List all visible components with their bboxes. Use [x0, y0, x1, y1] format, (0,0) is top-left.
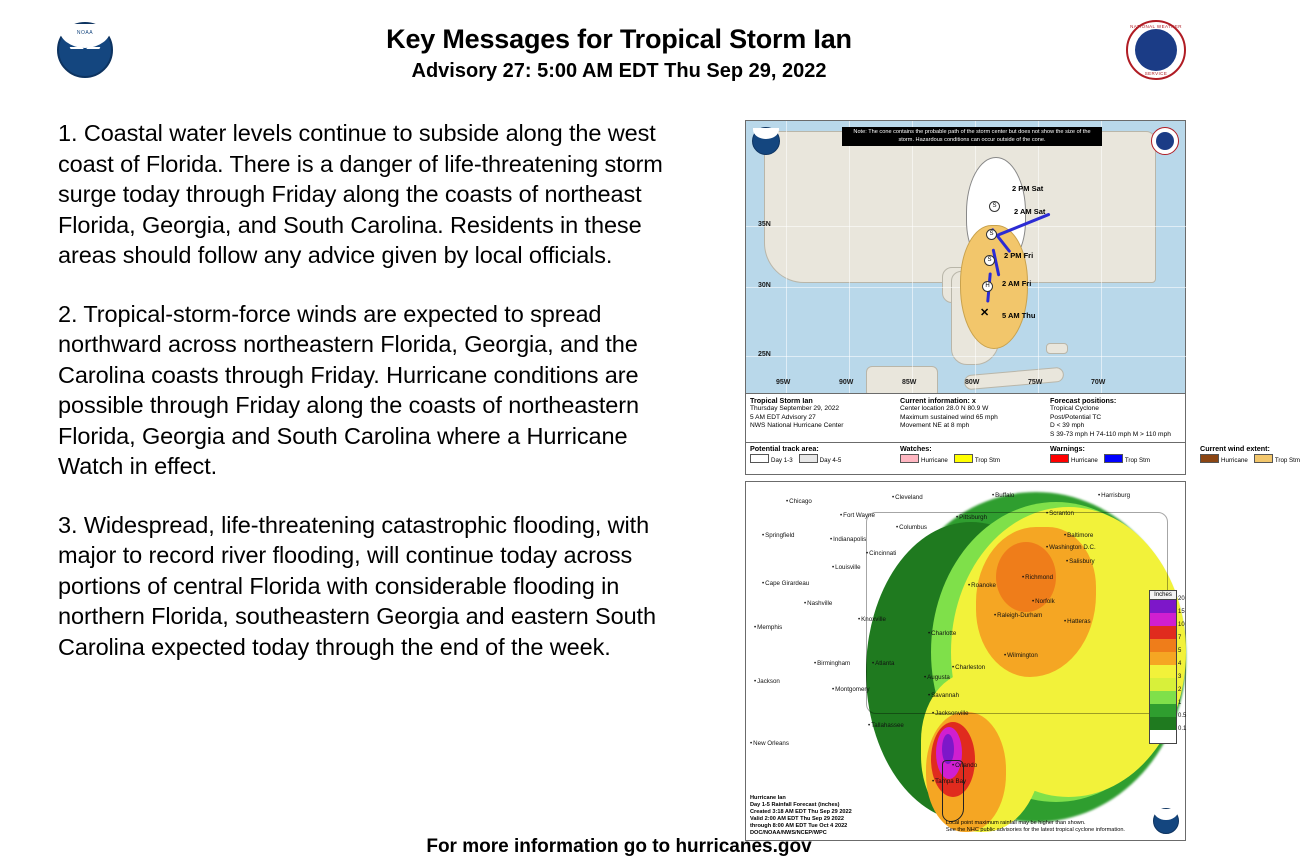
rainfall-caption-line-4: Valid 2:00 AM EDT Thu Sep 29 2022 — [750, 816, 844, 822]
forecast-point-2am-sat: S — [986, 229, 997, 240]
lat-label-25n: 25N — [758, 351, 771, 358]
forecast-legend-tropical-cyclone: Tropical Cyclone — [1050, 405, 1099, 413]
key-message-2: 2. Tropical-storm-force winds are expected to spread northward across northeastern Florida, Georgia, and the Carolina coasts through Friday. Hurricane conditions are possible through Friday along the coasts of northeastern Florida, Georgia and South Carolina where a Hurricane Watch in effect. — [58, 300, 639, 479]
page-subtitle: Advisory 27: 5:00 AM EDT Thu Sep 29, 2022 — [411, 60, 827, 82]
city-label-salisbury: • Salisbury — [1066, 558, 1095, 565]
rainfall-caption — [750, 795, 852, 837]
footer-text: For more information go to hurricanes.gov — [426, 836, 812, 857]
scale-cell-7: 7 — [1150, 639, 1176, 652]
legend-wind-hurricane: Hurricane — [1200, 454, 1248, 465]
current-info-title: Current information: — [900, 396, 970, 405]
city-label-springfield: • Springfield — [762, 532, 794, 539]
noaa-rainfall-logo-icon — [1153, 808, 1179, 834]
landmass-bahamas — [1046, 343, 1068, 354]
storm-agency: NWS National Hurricane Center — [750, 422, 844, 430]
grid-line-lon-90w — [849, 121, 850, 393]
swatch-warning-tropstm — [1104, 454, 1123, 463]
forecast-point-2pm-sat: S — [989, 201, 1000, 212]
rainfall-caption-line-2: Day 1-5 Rainfall Forecast (inches) — [750, 802, 840, 808]
rainfall-forecast-graphic — [745, 481, 1186, 841]
current-info-block — [900, 397, 1050, 439]
city-label-nashville: • Nashville — [804, 600, 832, 607]
forecast-legend-post-potential: Post/Potential TC — [1050, 413, 1102, 421]
swatch-day1-3 — [750, 454, 769, 463]
lat-label-30n: 30N — [758, 282, 771, 289]
rainfall-caption-line-1: Hurricane Ian — [750, 795, 786, 801]
city-label-cape-girardeau: • Cape Girardeau — [762, 580, 809, 587]
city-label-tampa-bay: • Tampa Bay — [932, 778, 966, 785]
legend-watch-hurricane: Hurricane — [900, 454, 948, 465]
swatch-wind-tropstm — [1254, 454, 1273, 463]
noaa-logo-label: NOAA — [76, 30, 94, 36]
city-label-jackson: • Jackson — [754, 678, 780, 685]
rainfall-disclaimer — [946, 820, 1125, 834]
grid-line-lat-25n — [746, 356, 1187, 357]
scale-cell-5: 5 — [1150, 652, 1176, 665]
rainfall-disclaimer-line-1: Local point maximum rainfall may be higher than shown. — [945, 820, 1086, 826]
potential-track-legend — [750, 445, 900, 466]
rainfall-caption-line-3: Created 3:18 AM EDT Thu Sep 29 2022 — [750, 809, 852, 815]
forecast-label-2pm-fri: 2 PM Fri — [1004, 251, 1034, 260]
wind-extent-legend — [1200, 445, 1300, 466]
page-title: Key Messages for Tropical Storm Ian — [386, 24, 852, 54]
current-movement: Movement NE at 8 mph — [900, 422, 970, 430]
grid-line-lon-85w — [912, 121, 913, 393]
lon-label-85w: 85W — [902, 379, 917, 386]
swatch-watch-tropstm — [954, 454, 973, 463]
city-label-cleveland: • Cleveland — [892, 494, 923, 501]
storm-advisory: 5 AM EDT Advisory 27 — [750, 413, 816, 421]
city-label-indianapolis: • Indianapolis — [830, 536, 866, 543]
city-label-montgomery: • Montgomery — [832, 686, 870, 693]
grid-line-lon-75w — [1038, 121, 1039, 393]
city-label-richmond: • Richmond — [1022, 574, 1053, 581]
city-label-buffalo: • Buffalo — [992, 492, 1014, 499]
swatch-warning-hurricane — [1050, 454, 1069, 463]
scale-cell-0-1: 0.1 — [1150, 730, 1176, 743]
lon-label-75w: 75W — [1028, 379, 1043, 386]
forecast-positions-block — [1050, 397, 1181, 439]
forecast-label-2am-fri: 2 AM Fri — [1002, 279, 1032, 288]
scale-cell-3: 3 — [1150, 678, 1176, 691]
storm-info-block — [750, 397, 900, 439]
swatch-watch-hurricane — [900, 454, 919, 463]
rainfall-color-scale — [1149, 590, 1187, 744]
scale-cell-2: 2 — [1150, 691, 1176, 704]
city-label-roanoke: • Roanoke — [968, 582, 996, 589]
city-label-new-orleans: • New Orleans — [750, 740, 789, 747]
swatch-wind-hurricane — [1200, 454, 1219, 463]
nws-logo-top-label: NATIONAL WEATHER — [1130, 24, 1182, 29]
grid-line-lon-70w — [1101, 121, 1102, 393]
city-label-fort-wayne: • Fort Wayne — [840, 512, 875, 519]
city-label-savannah: • Savannah — [928, 692, 959, 699]
cone-map — [746, 121, 1185, 393]
key-message-1: 1. Coastal water levels continue to subside along the west coast of Florida. There is a danger of life-threatening storm surge today through Friday along the coasts of northeast Florida, Georgia, and South Carolina. Residents in these areas should follow any advice given by local officials. — [58, 120, 663, 268]
swatch-day4-5 — [799, 454, 818, 463]
nws-logo-bottom-label: SERVICE — [1144, 71, 1168, 76]
rainfall-scale-title: Inches — [1150, 591, 1176, 600]
city-label-norfolk: • Norfolk — [1032, 598, 1055, 605]
rainfall-caption-line-5: through 8:00 AM EDT Tue Oct 4 2022 — [750, 823, 848, 829]
cone-info-panel — [746, 393, 1300, 474]
city-label-pittsburgh: • Pittsburgh — [956, 514, 987, 521]
warnings-title: Warnings: — [1050, 444, 1085, 454]
city-label-charlotte: • Charlotte — [928, 630, 956, 637]
lon-label-90w: 90W — [839, 379, 854, 386]
city-label-raleigh-durham: • Raleigh-Durham — [994, 612, 1042, 619]
forecast-positions-title: Forecast positions: — [1050, 396, 1117, 405]
key-message-3: 3. Widespread, life-threatening catastrophic flooding, with major to record river flooding, will continue today across portions of central Florida with considerable flooding in northern Florida, southeastern Georgia and eastern South Carolina expected today through the end of the week. — [58, 511, 656, 660]
wind-extent-title: Current wind extent: — [1200, 444, 1270, 454]
forecast-legend-categories: S 39-73 mph H 74-110 mph M > 110 mph — [1050, 430, 1171, 438]
forecast-point-2pm-fri: S — [984, 255, 995, 266]
forecast-label-5am-thu: 5 AM Thu — [1002, 311, 1036, 320]
watches-legend — [900, 445, 1050, 466]
title-block — [0, 22, 1238, 84]
scale-cell-0-5: 0.5 — [1150, 717, 1176, 730]
lon-label-80w: 80W — [965, 379, 980, 386]
lon-label-70w: 70W — [1091, 379, 1106, 386]
graphics-column — [745, 120, 1300, 841]
legend-day4-5: Day 4-5 — [799, 454, 842, 465]
forecast-legend-depression: D < 39 mph — [1050, 422, 1085, 430]
city-label-memphis: • Memphis — [754, 624, 782, 631]
city-label-tallahassee: • Tallahassee — [868, 722, 904, 729]
rainfall-caption-line-6: DOC/NOAA/NWS/NCEP/WPC — [750, 830, 827, 836]
city-label-knoxville: • Knoxville — [858, 616, 886, 623]
city-label-birmingham: • Birmingham — [814, 660, 850, 667]
legend-warning-tropstm: Trop Stm — [1104, 454, 1150, 465]
document-header — [0, 0, 1238, 104]
potential-track-title: Potential track area: — [750, 444, 819, 454]
city-label-atlanta: • Atlanta — [872, 660, 894, 667]
cone-note-text: Note: The cone contains the probable path of the storm center but does not show the size of the storm. Hazardous conditions can occur outside of the cone. — [842, 127, 1102, 146]
forecast-cone-graphic — [745, 120, 1300, 475]
city-label-louisville: • Louisville — [832, 564, 861, 571]
nws-mini-logo-icon — [1151, 127, 1179, 155]
scale-cell-20: 20 — [1150, 600, 1176, 613]
city-label-harrisburg: • Harrisburg — [1098, 492, 1130, 499]
scale-cell-10: 10 — [1150, 626, 1176, 639]
city-label-chicago: • Chicago — [786, 498, 812, 505]
outline-florida — [942, 760, 964, 822]
legend-day1-3: Day 1-3 — [750, 454, 793, 465]
storm-name: Tropical Storm Ian — [750, 396, 813, 405]
nws-logo-icon — [1126, 20, 1186, 80]
scale-cell-4: 4 — [1150, 665, 1176, 678]
forecast-point-2am-fri: H — [982, 281, 993, 292]
current-info-marker-icon: x — [971, 396, 976, 405]
warnings-legend — [1050, 445, 1200, 466]
scale-cell-15: 15 — [1150, 613, 1176, 626]
storm-date: Thursday September 29, 2022 — [750, 405, 840, 413]
lon-label-95w: 95W — [776, 379, 791, 386]
forecast-label-2am-sat: 2 AM Sat — [1014, 207, 1046, 216]
city-label-augusta: • Augusta — [924, 674, 950, 681]
legend-wind-tropstm: Trop Stm — [1254, 454, 1300, 465]
current-max-wind: Maximum sustained wind 65 mph — [900, 413, 998, 421]
rainfall-disclaimer-line-2: See the NHC public advisories for the latest tropical cyclone information. — [945, 827, 1125, 833]
city-label-baltimore: • Baltimore — [1064, 532, 1093, 539]
city-label-cincinnati: • Cincinnati — [866, 550, 896, 557]
noaa-mini-logo-icon — [752, 127, 780, 155]
current-center-location: Center location 28.0 N 80.9 W — [900, 405, 989, 413]
city-label-hatteras: • Hatteras — [1064, 618, 1091, 625]
forecast-label-2pm-sat: 2 PM Sat — [1012, 184, 1044, 193]
watches-title: Watches: — [900, 444, 932, 454]
scale-cell-1: 1 — [1150, 704, 1176, 717]
grid-line-lon-95w — [786, 121, 787, 393]
city-label-washington-dc: • Washington D.C. — [1046, 544, 1096, 551]
city-label-scranton: • Scranton — [1046, 510, 1074, 517]
legend-warning-hurricane: Hurricane — [1050, 454, 1098, 465]
city-label-charleston: • Charleston — [952, 664, 985, 671]
current-position-marker: ✕ — [980, 307, 990, 319]
city-label-jacksonville: • Jacksonville — [932, 710, 969, 717]
city-label-wilmington: • Wilmington — [1004, 652, 1038, 659]
city-label-columbus: • Columbus — [896, 524, 927, 531]
lat-label-35n: 35N — [758, 221, 771, 228]
legend-watch-tropstm: Trop Stm — [954, 454, 1000, 465]
city-label-orlando: • Orlando — [952, 762, 977, 769]
key-messages-list — [58, 118, 678, 690]
